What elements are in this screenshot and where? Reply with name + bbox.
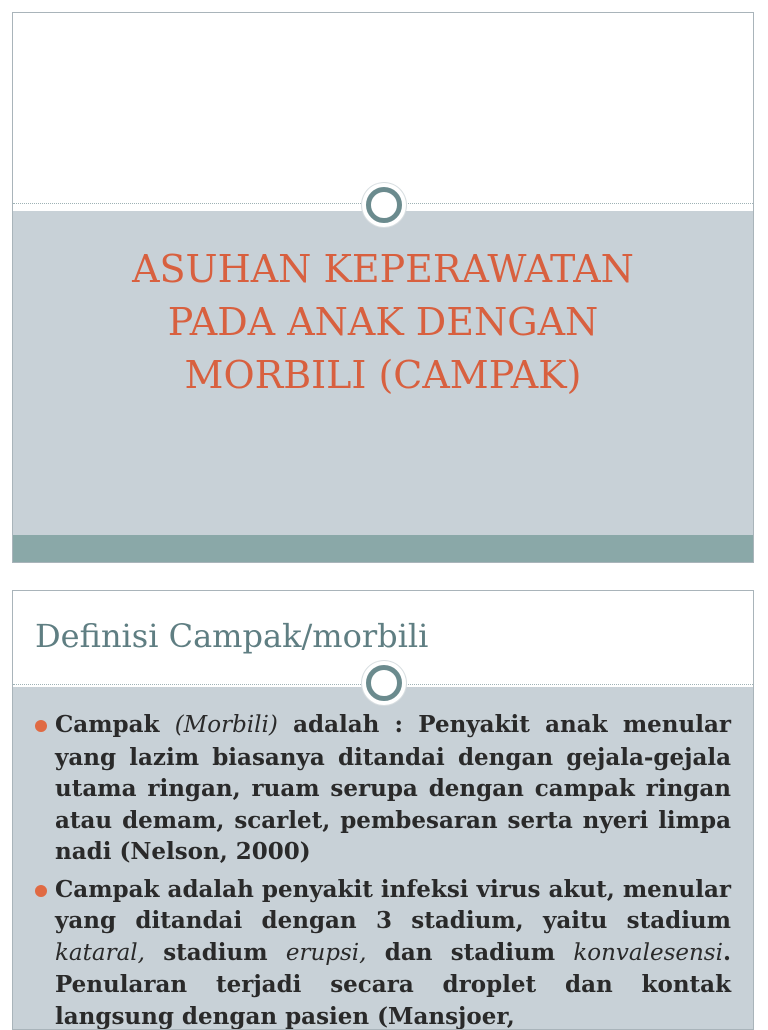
text-run: Campak adalah penyakit infeksi virus akut, menular yang ditandai dengan 3 stadium, yaitu stadium — [55, 876, 731, 935]
text-run: Campak — [55, 711, 175, 738]
text-run-italic: (Morbili) — [175, 712, 278, 738]
text-run-italic: konvalesensi — [573, 940, 723, 966]
title-slide — [12, 12, 754, 563]
text-run: stadium — [145, 939, 286, 966]
circle-ornament-icon — [366, 187, 402, 223]
text-run-italic: kataral, — [55, 940, 145, 966]
bullet-item — [35, 874, 731, 1030]
title-line-1: ASUHAN KEPERAWATAN — [13, 243, 753, 296]
text-run-italic: erupsi, — [286, 940, 367, 966]
text-run: adalah : Penyakit anak menular yang lazim biasanya ditandai dengan gejala-gejala utama ringan, ruam serupa dengan campak ringan atau demam, scarlet, pembesaran serta nyeri limpa nadi (Nelson, 2000) — [55, 711, 731, 865]
slide-heading: Definisi Campak/morbili — [35, 617, 428, 655]
title-line-2: PADA ANAK DENGAN — [13, 296, 753, 349]
slide-title — [13, 243, 753, 402]
bullet-list — [35, 709, 731, 1030]
text-run: dan stadium — [366, 939, 573, 966]
bullet-dot-icon — [35, 720, 47, 732]
bottom-strip — [13, 535, 753, 562]
circle-ornament-icon — [366, 665, 402, 701]
bullet-item — [35, 709, 731, 868]
slide-top-area — [13, 13, 753, 209]
text-run: . Penularan terjadi secara droplet dan kontak langsung dengan pasien (Mansjoer, — [55, 939, 731, 1030]
definition-slide — [12, 590, 754, 1030]
title-line-3: MORBILI (CAMPAK) — [13, 349, 753, 402]
bullet-dot-icon — [35, 885, 47, 897]
